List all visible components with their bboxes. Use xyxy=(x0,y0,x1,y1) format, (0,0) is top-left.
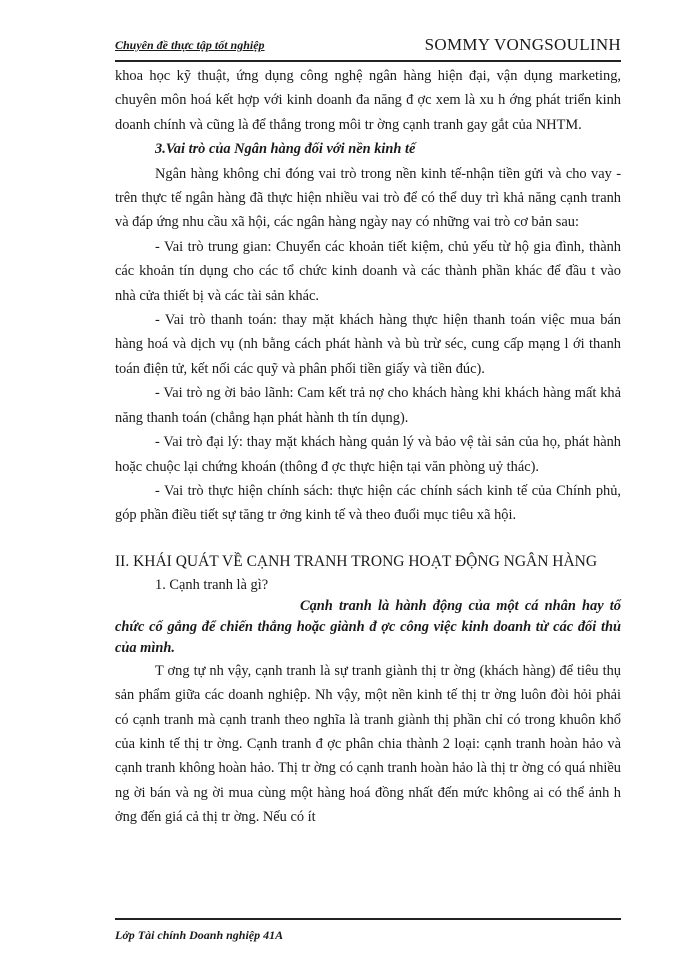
paragraph-role-policy: - Vai trò thực hiện chính sách: thực hiện các chính sách kinh tế của Chính phủ, góp phần điều tiết sự tăng tr ởng kinh tế và theo đuổi mục tiêu xã hội. xyxy=(115,482,621,524)
subheading-bank-role: 3.Vai trò của Ngân hàng đối với nền kinh tế xyxy=(155,141,416,158)
section-heading-competition: II. KHÁI QUÁT VỀ CẠNH TRANH TRONG HOẠT ĐỘNG NGÂN HÀNG xyxy=(115,552,598,570)
page-footer xyxy=(115,918,621,944)
paragraph-role-payment: - Vai trò thanh toán: thay mặt khách hàng thực hiện thanh toán việc mua bán hàng hoá và dịch vụ (nh bằng cách phát hành và bù trừ séc, cung cấp mạng l ới thanh toán điện tử, kết nối các quỹ và phân phối tiền giấy và tiền đúc). xyxy=(115,312,621,377)
footer-class-name: Lớp Tài chính Doanh nghiệp 41A xyxy=(115,928,284,942)
definition-competition: Cạnh tranh là hành động của một cá nhân hay tổ chức cố gắng để chiến thắng hoặc giành đ ợc công việc kinh doanh từ các đối thủ của mình. xyxy=(115,597,621,656)
header-author-name: SOMMY VONGSOULINH xyxy=(424,35,621,54)
page-body xyxy=(115,64,621,830)
header-document-title: Chuyên đề thực tập tốt nghiệp xyxy=(115,38,265,52)
page-header xyxy=(115,36,621,62)
paragraph-market-competition: T ơng tự nh vậy, cạnh tranh là sự tranh giành thị tr ờng (khách hàng) để tiêu thụ sản phẩm giữa các doanh nghiệp. Nh vậy, một nền kinh tế thị tr ờng luôn đòi hỏi phải có cạnh tranh mà cạnh tranh theo nghĩa là tranh giành thị phần chỉ có trong khuôn khổ của kinh tế thị tr ờng. Cạnh tranh đ ợc phân chia thành 2 loại: cạnh tranh hoàn hảo và cạnh tranh không hoàn hảo. Thị tr ờng có cạnh tranh hoàn hảo là thị tr ờng có quá nhiều ng ời bán và ng ời mua cùng một hàng hoá đồng nhất đến mức không ai có thể ảnh h ởng đến giá cả thị tr ờng. Nếu có ít xyxy=(115,662,621,826)
paragraph-intro-continuation: khoa học kỹ thuật, ứng dụng công nghệ ngân hàng hiện đại, vận dụng marketing, chuyên môn hoá kết hợp với kinh doanh đa năng đ ợc xem là xu h ớng phát triển kinh doanh chính và cũng là để thắng trong môi tr ờng cạnh tranh gay gắt của NHTM. xyxy=(115,68,621,133)
subheading-what-is-competition: 1. Cạnh tranh là gì? xyxy=(155,576,269,593)
paragraph-roles-intro: Ngân hàng không chỉ đóng vai trò trong nền kinh tế-nhận tiền gửi và cho vay - trên thực tế ngân hàng đã thực hiện nhiều vai trò để có thể duy trì khả năng cạnh tranh và đáp ứng nhu cầu xã hội, các ngân hàng ngày nay có những vai trò cơ bản sau: xyxy=(115,165,621,231)
paragraph-role-guarantor: - Vai trò ng ời bảo lãnh: Cam kết trả nợ cho khách hàng khi khách hàng mất khả năng thanh toán (chẳng hạn phát hành th tín dụng). xyxy=(115,385,621,426)
paragraph-role-intermediary: - Vai trò trung gian: Chuyển các khoản tiết kiệm, chủ yếu từ hộ gia đình, thành các khoản tín dụng cho các tổ chức kinh doanh và các thành phần khác để đầu t vào nhà cửa thiết bị và các tài sản khác. xyxy=(115,238,621,304)
paragraph-role-agent: - Vai trò đại lý: thay mặt khách hàng quản lý và bảo vệ tài sản của họ, phát hành hoặc chuộc lại chứng khoán (thông đ ợc thực hiện tại văn phòng uỷ thác). xyxy=(115,434,621,475)
